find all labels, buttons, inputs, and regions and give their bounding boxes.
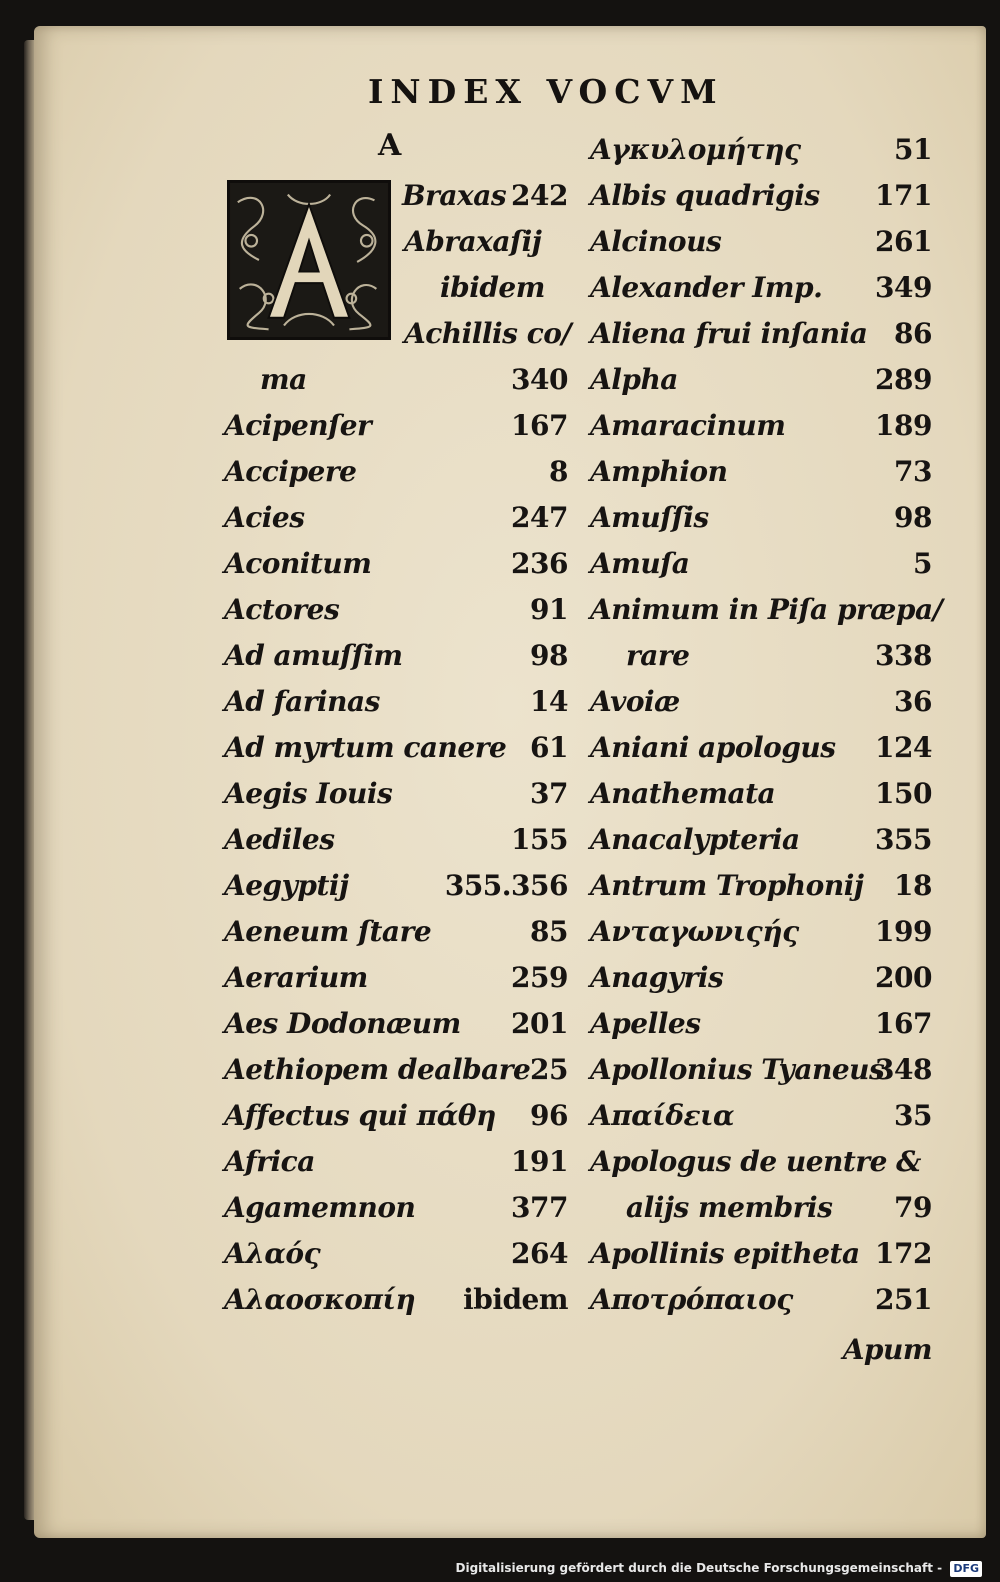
entry-page: 51 bbox=[894, 133, 932, 166]
entry-term: alijs membris bbox=[626, 1191, 833, 1224]
entry-page: 199 bbox=[875, 915, 932, 948]
catchword bbox=[820, 1330, 932, 1370]
entry-page: 79 bbox=[894, 1191, 932, 1224]
index-entry bbox=[590, 590, 943, 630]
index-entry bbox=[224, 1188, 568, 1228]
index-entry bbox=[590, 1096, 932, 1136]
entry-page: 289 bbox=[875, 363, 932, 396]
entry-term: Ad myrtum canere bbox=[224, 731, 507, 764]
index-entry bbox=[224, 406, 568, 446]
entry-term: Aes Dodonæum bbox=[224, 1007, 461, 1040]
index-entry bbox=[224, 774, 568, 814]
entry-term: Aethiopem dealbare bbox=[224, 1053, 531, 1086]
index-entry bbox=[224, 728, 568, 768]
index-entry bbox=[224, 1096, 568, 1136]
index-entry bbox=[590, 866, 932, 906]
entry-term: Ανταγωνιςής bbox=[590, 915, 799, 948]
entry-page: 85 bbox=[530, 915, 568, 948]
index-entry bbox=[224, 452, 568, 492]
entry-term: Amphion bbox=[590, 455, 728, 488]
entry-term: Apelles bbox=[590, 1007, 701, 1040]
index-entry bbox=[402, 176, 568, 216]
entry-term: Αγκυλομήτης bbox=[590, 133, 801, 166]
entry-term: Anagyris bbox=[590, 961, 724, 994]
entry-term: Aerarium bbox=[224, 961, 368, 994]
index-entry bbox=[590, 1280, 932, 1320]
entry-term: Aconitum bbox=[224, 547, 372, 580]
index-entry bbox=[404, 268, 568, 308]
index-entry bbox=[590, 820, 932, 860]
initial-letter-text: A bbox=[308, 332, 310, 334]
index-entry bbox=[590, 682, 932, 722]
index-entry bbox=[590, 268, 932, 308]
entry-term: Alexander Imp. bbox=[590, 271, 823, 304]
entry-term: ma bbox=[260, 363, 307, 396]
decorated-initial bbox=[227, 180, 391, 340]
entry-term: Africa bbox=[224, 1145, 315, 1178]
entry-page: 86 bbox=[894, 317, 932, 350]
entry-term: Aegyptij bbox=[224, 869, 349, 902]
entry-term: Acipenſer bbox=[224, 409, 372, 442]
entry-term: Apologus de uentre & bbox=[590, 1145, 921, 1178]
index-entry bbox=[224, 360, 568, 400]
entry-term: Accipere bbox=[224, 455, 357, 488]
index-entry bbox=[590, 1004, 932, 1044]
index-entry bbox=[224, 1280, 568, 1320]
index-entry bbox=[590, 544, 932, 584]
index-entry bbox=[590, 360, 932, 400]
entry-page: 355.356 bbox=[444, 869, 568, 902]
entry-term: Antrum Trophonij bbox=[590, 869, 864, 902]
index-entry bbox=[590, 728, 932, 768]
index-entry bbox=[590, 130, 932, 170]
entry-page: ibidem bbox=[463, 1283, 568, 1316]
index-entry bbox=[224, 820, 568, 860]
index-entry bbox=[224, 866, 568, 906]
entry-page: 349 bbox=[875, 271, 932, 304]
entry-term: Απαίδεια bbox=[590, 1099, 735, 1132]
entry-term: Acies bbox=[224, 501, 305, 534]
index-entry bbox=[590, 222, 932, 262]
entry-page: 201 bbox=[511, 1007, 568, 1040]
section-letter: A bbox=[378, 128, 402, 163]
entry-term: Αλαός bbox=[224, 1237, 321, 1270]
index-entry bbox=[590, 1234, 932, 1274]
entry-term: Αλαοσκοπίη bbox=[224, 1283, 416, 1316]
index-entry bbox=[404, 222, 568, 262]
entry-page: 98 bbox=[894, 501, 932, 534]
index-entry bbox=[224, 1234, 568, 1274]
entry-page: 25 bbox=[530, 1053, 568, 1086]
entry-term: Apollonius Tyaneus bbox=[590, 1053, 885, 1086]
entry-page: 36 bbox=[894, 685, 932, 718]
entry-term: Abraxaſij bbox=[404, 225, 542, 258]
index-entry bbox=[590, 406, 932, 446]
entry-term: Achillis co/ bbox=[404, 317, 572, 350]
index-entry bbox=[590, 774, 932, 814]
entry-term: Amaracinum bbox=[590, 409, 786, 442]
entry-page: 338 bbox=[875, 639, 932, 672]
entry-term: Aegis Iouis bbox=[224, 777, 393, 810]
entry-term: Amuſſis bbox=[590, 501, 709, 534]
entry-page: 5 bbox=[913, 547, 932, 580]
entry-page: 18 bbox=[894, 869, 932, 902]
entry-page: 236 bbox=[511, 547, 568, 580]
index-entry bbox=[224, 682, 568, 722]
entry-page: 340 bbox=[511, 363, 568, 396]
entry-page: 172 bbox=[875, 1237, 932, 1270]
index-entry bbox=[590, 452, 932, 492]
entry-term: Ad amuſſim bbox=[224, 639, 403, 672]
credit-text: Digitalisierung gefördert durch die Deutsche Forschungsgemeinschaft - bbox=[455, 1561, 943, 1575]
entry-page: 191 bbox=[511, 1145, 568, 1178]
entry-page: 259 bbox=[511, 961, 568, 994]
entry-page: 189 bbox=[875, 409, 932, 442]
entry-page: 8 bbox=[549, 455, 568, 488]
entry-term: Αποτρόπαιος bbox=[590, 1283, 793, 1316]
entry-term: Alpha bbox=[590, 363, 678, 396]
digitization-credit bbox=[456, 1556, 982, 1580]
entry-page: 73 bbox=[894, 455, 932, 488]
entry-term: Avoiæ bbox=[590, 685, 680, 718]
index-entry bbox=[224, 498, 568, 538]
entry-page: 377 bbox=[511, 1191, 568, 1224]
entry-page: 155 bbox=[511, 823, 568, 856]
index-entry bbox=[590, 912, 932, 952]
entry-page: 200 bbox=[875, 961, 932, 994]
index-entry bbox=[224, 1004, 568, 1044]
index-entry bbox=[224, 636, 568, 676]
entry-page: 14 bbox=[530, 685, 568, 718]
entry-page: 98 bbox=[530, 639, 568, 672]
index-entry bbox=[590, 1050, 932, 1090]
entry-page: 355 bbox=[875, 823, 932, 856]
entry-term: Anacalypteria bbox=[590, 823, 800, 856]
index-entry bbox=[224, 1142, 568, 1182]
entry-page: 348 bbox=[875, 1053, 932, 1086]
index-entry bbox=[590, 1188, 932, 1228]
entry-term: rare bbox=[626, 639, 690, 672]
index-entry bbox=[590, 176, 932, 216]
entry-page: 261 bbox=[875, 225, 932, 258]
entry-page: 35 bbox=[894, 1099, 932, 1132]
entry-term: Aediles bbox=[224, 823, 335, 856]
entry-page: 251 bbox=[875, 1283, 932, 1316]
index-entry bbox=[590, 314, 932, 354]
entry-term: Aliena frui inſania bbox=[590, 317, 868, 350]
index-entry bbox=[224, 912, 568, 952]
entry-page: 150 bbox=[875, 777, 932, 810]
entry-page: 264 bbox=[511, 1237, 568, 1270]
entry-term: Aniani apologus bbox=[590, 731, 836, 764]
entry-term: Braxas bbox=[402, 179, 507, 212]
entry-page: 37 bbox=[530, 777, 568, 810]
entry-term: Alcinous bbox=[590, 225, 722, 258]
entry-term: Amuſa bbox=[590, 547, 690, 580]
entry-term: Affectus qui πάθη bbox=[224, 1099, 496, 1132]
entry-page: 61 bbox=[530, 731, 568, 764]
entry-page: 96 bbox=[530, 1099, 568, 1132]
entry-term: Agamemnon bbox=[224, 1191, 416, 1224]
dfg-logo: DFG bbox=[950, 1561, 982, 1577]
index-entry bbox=[224, 590, 568, 630]
entry-page: 242 bbox=[511, 179, 568, 212]
entry-term: Albis quadrigis bbox=[590, 179, 820, 212]
entry-term: ibidem bbox=[440, 271, 545, 304]
entry-page: 91 bbox=[530, 593, 568, 626]
entry-term: Actores bbox=[224, 593, 340, 626]
entry-page: 167 bbox=[511, 409, 568, 442]
index-entry bbox=[224, 544, 568, 584]
index-entry bbox=[590, 636, 932, 676]
entry-page: 247 bbox=[511, 501, 568, 534]
entry-page: 171 bbox=[875, 179, 932, 212]
entry-term: Anathemata bbox=[590, 777, 776, 810]
index-entry bbox=[590, 498, 932, 538]
index-entry bbox=[224, 1050, 568, 1090]
entry-term: Apollinis epitheta bbox=[590, 1237, 860, 1270]
entry-page: 167 bbox=[875, 1007, 932, 1040]
entry-term: Ad farinas bbox=[224, 685, 380, 718]
entry-term: Aeneum ſtare bbox=[224, 915, 432, 948]
entry-term: Animum in Piſa præpa/ bbox=[590, 593, 943, 626]
catchword-text: Apum bbox=[842, 1333, 932, 1366]
entry-page: 124 bbox=[875, 731, 932, 764]
index-entry bbox=[224, 958, 568, 998]
index-entry bbox=[590, 958, 932, 998]
page-title: INDEX VOCVM bbox=[368, 72, 724, 111]
index-entry bbox=[404, 314, 572, 354]
index-entry bbox=[590, 1142, 932, 1182]
